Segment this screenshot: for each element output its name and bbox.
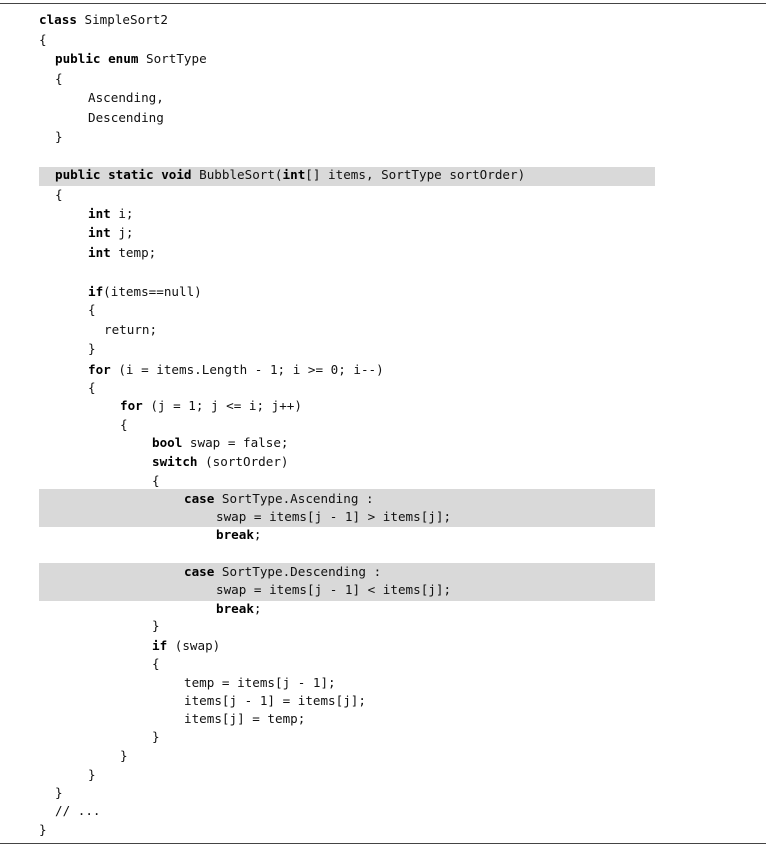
code-token: } [88,341,96,356]
keyword-token: switch [152,454,198,469]
code-line [39,822,47,838]
keyword-token: void [161,167,192,182]
code-line [88,302,96,318]
code-line [152,638,220,654]
code-line [88,245,156,261]
code-line [55,803,101,819]
code-token: SortType.Ascending : [214,491,374,506]
code-token: (j = 1; j <= i; j++) [142,398,302,413]
code-line [120,748,128,764]
code-line [216,601,262,617]
code-line [152,454,289,470]
code-token: { [55,187,63,202]
code-line [120,417,128,433]
code-token: { [88,380,96,395]
keyword-token: break [216,527,254,542]
code-token: Descending [88,110,164,125]
code-token: ; [253,527,262,542]
keyword-token: class [39,12,77,27]
keyword-token: bool [152,435,183,450]
code-line [88,284,202,300]
keyword-token: static [108,167,154,182]
code-token: SortType.Descending : [214,564,382,579]
code-token: swap = items[j - 1] < items[j]; [216,582,452,597]
code-token [101,51,109,66]
code-line [104,322,157,338]
code-token: } [39,822,47,837]
code-line [152,618,160,634]
code-token: (sortOrder) [197,454,289,469]
keyword-token: public [55,167,101,182]
code-line [39,32,47,48]
keyword-token: int [88,225,111,240]
keyword-token: for [120,398,143,413]
keyword-token: for [88,362,111,377]
code-line [88,767,96,783]
code-line [152,656,160,672]
code-token: swap = false; [182,435,289,450]
code-line [120,398,302,414]
code-line [39,12,168,28]
code-token [101,167,109,182]
keyword-token: if [88,284,104,299]
code-token: (items==null) [103,284,202,299]
code-line [88,90,164,106]
code-token: SortType [138,51,207,66]
code-line [152,473,160,489]
code-line [216,527,262,543]
code-line [88,362,384,378]
keyword-token: if [152,638,168,653]
code-token: } [88,767,96,782]
code-token: items[j] = temp; [184,711,306,726]
code-token: (swap) [167,638,221,653]
keyword-token: break [216,601,254,616]
code-token: { [152,656,160,671]
code-line [184,711,305,727]
code-token: SimpleSort2 [76,12,168,27]
code-token: // ... [55,803,101,818]
code-line [152,435,289,451]
code-line [88,380,96,396]
code-token: } [55,129,63,144]
code-token: } [55,785,63,800]
code-token: temp = items[j - 1]; [184,675,336,690]
code-line [55,187,63,203]
code-token: { [55,71,63,86]
code-line [184,675,336,691]
code-line [55,167,525,183]
keyword-token: int [88,206,111,221]
code-token: { [152,473,160,488]
keyword-token: int [88,245,111,260]
keyword-token: case [184,564,215,579]
code-token: ; [253,601,262,616]
code-line [55,785,63,801]
code-token: items[j - 1] = items[j]; [184,693,366,708]
code-token: { [88,302,96,317]
bottom-rule [0,843,766,844]
code-token: } [120,748,128,763]
code-token: } [152,618,160,633]
code-line [55,71,63,87]
code-token: (i = items.Length - 1; i >= 0; i--) [110,362,384,377]
code-line [184,491,374,507]
code-token: Ascending, [88,90,164,105]
code-line [55,51,207,67]
keyword-token: enum [108,51,139,66]
keyword-token: int [282,167,306,182]
code-line [184,693,366,709]
code-line [88,110,164,126]
code-token: i; [110,206,134,221]
code-line [88,341,96,357]
code-token: } [152,729,160,744]
code-token: swap = items[j - 1] > items[j]; [216,509,452,524]
code-line [216,582,451,598]
code-token: { [39,32,47,47]
code-line [88,206,134,222]
code-line [55,129,63,145]
keyword-token: case [184,491,215,506]
code-token: { [120,417,128,432]
code-token: j; [110,225,134,240]
keyword-token: public [55,51,101,66]
code-token: return; [104,322,158,337]
code-token: temp; [110,245,157,260]
code-token: [] items, SortType sortOrder) [305,167,526,182]
code-line [184,564,381,580]
code-line [88,225,134,241]
code-line [216,509,451,525]
code-line [152,729,160,745]
code-token: BubbleSort( [191,167,283,182]
